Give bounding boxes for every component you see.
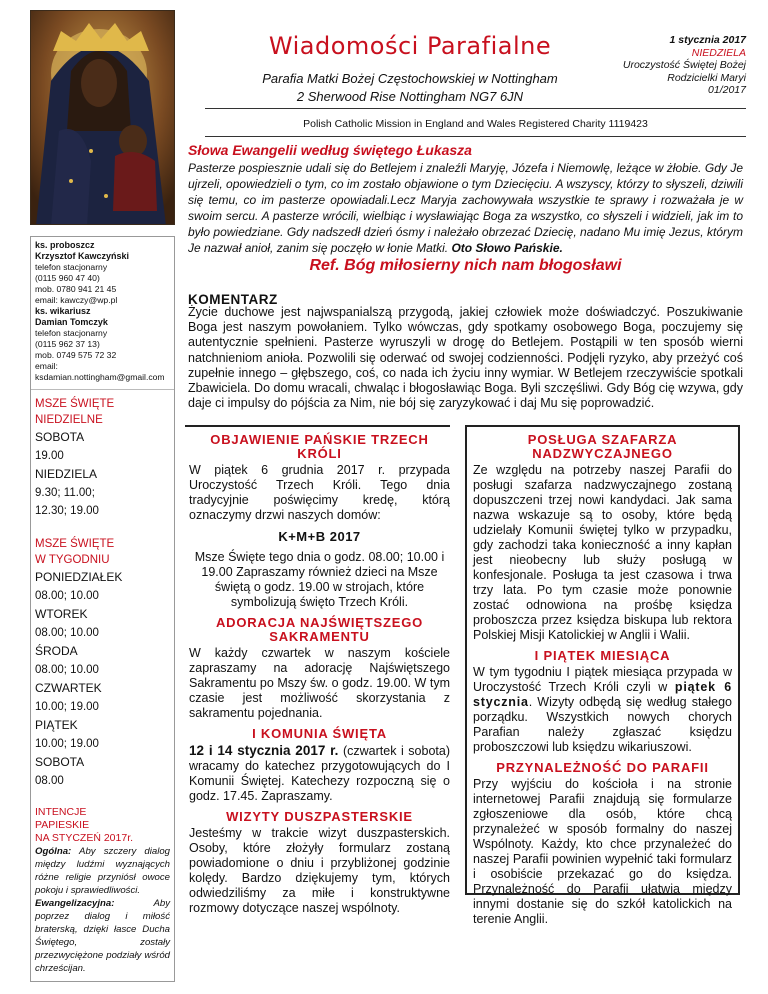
first-friday-date: piątek 6 stycznia <box>473 680 732 709</box>
first-friday-body-end: . Wizyty odbędą się według stałego porządku. Wszystkich nowych chorych Parafian należy zgłaszać księdzu proboszczowi lub księdzu wikariuszowi. <box>473 695 732 754</box>
epiphany-chalk-inscription: K+M+B 2017 <box>278 529 361 544</box>
parish-address: 2 Sherwood Rise Nottingham NG7 6JN <box>296 89 524 104</box>
pastor-name: Krzysztof Kawczyński <box>35 251 130 261</box>
issue-feast-line1: Uroczystość Świętej Bożej <box>622 59 746 71</box>
intention-general <box>35 845 170 897</box>
first-friday-body: W tym tygodniu I piątek miesiąca przypada w Uroczystość Trzech Króli czyli w <box>473 665 732 694</box>
intentions-heading: INTENCJE <box>35 806 87 818</box>
intention-evangelization <box>35 897 170 975</box>
vicar-contact-line: (0115 962 37 13) <box>35 339 100 349</box>
mass-day: SOBOTA <box>35 755 85 769</box>
vicar-role: ks. wikariusz <box>35 306 91 316</box>
pastor-contact-line: (0115 960 47 40) <box>35 273 100 283</box>
mass-day: PIĄTEK <box>35 718 78 732</box>
intention-general-text: Aby szczery dialog między ludźmi wyznających różne religie przyniósł owoce pokoju i sprawiedliwości. <box>35 846 170 896</box>
mass-time: 10.00; 19.00 <box>35 701 99 713</box>
clergy-pastor <box>35 240 170 383</box>
mass-time: 08.00; 10.00 <box>35 664 99 676</box>
pastor-email[interactable]: email: kawczy@wp.pl <box>35 295 118 305</box>
mass-time: 10.00; 19.00 <box>35 738 99 750</box>
communion-text <box>189 743 450 804</box>
psalm-refrain: Ref. Bóg miłosierny nich nam błogosławi <box>309 257 622 274</box>
mass-time: 08.00 <box>35 775 64 787</box>
madonna-icon <box>31 11 175 225</box>
sunday-masses-heading: MSZE ŚWIĘTE <box>35 398 115 410</box>
intention-evangelization-text: Aby poprzez dialog i miłość braterską, dzięki łasce Ducha Świętego, zostały przezwyciężone podziały wśród chrześcijan. <box>35 898 170 974</box>
ministers-text: Ze względu na potrzeby naszej Parafii do posługi szafarza nadzwyczajnego zostaną dopuszczeni trzej nowi kandydaci. Jak sama nazwa wskazuje są to osoby, które będą udzielały Komunii świętej tylko w przypadku, gdy zachodzi taka konieczność a inny kapłan jest nieobecny lub służy posługą w konfesjonale. Posługa ta jest czasowa i trwa trzy lata. Po tym czasie może ponownie zostać odnowiona na prośbę księdza proboszcza przez księdza biskupa lub rektora Polskiej Misji Katolickiej w Anglii i Walii. <box>473 463 732 642</box>
pastor-contact-line: mob. 0780 941 21 45 <box>35 284 117 294</box>
mass-time: 08.00; 10.00 <box>35 627 99 639</box>
parish-info <box>215 70 605 106</box>
mass-day: SOBOTA <box>35 430 85 444</box>
parish-name: Parafia Matki Bożej Częstochowskiej w Nottingham <box>262 71 558 86</box>
intentions-heading: NA STYCZEŃ 2017r. <box>35 832 134 844</box>
pastor-role: ks. proboszcz <box>35 240 95 250</box>
intention-evangelization-label: Ewangelizacyjna: <box>35 898 115 909</box>
commentary-title: KOMENTARZ <box>188 292 278 307</box>
issue-feast-line2: Rodzicielki Maryi <box>667 71 746 84</box>
divider <box>205 136 746 137</box>
divider <box>31 389 174 390</box>
madonna-icon-image <box>30 10 175 225</box>
ministers-title: POSŁUGA SZAFARZA NADZWYCZAJNEGO <box>527 432 678 461</box>
vicar-contact-line: telefon stacjonarny <box>35 328 108 338</box>
weekday-masses-heading: W TYGODNIU <box>35 554 110 566</box>
mass-day: PONIEDZIAŁEK <box>35 570 123 584</box>
issue-info <box>596 34 746 97</box>
mass-day: ŚRODA <box>35 644 78 658</box>
communion-title: I KOMUNIA ŚWIĘTA <box>252 726 387 741</box>
sidebar <box>30 236 175 982</box>
membership-text: Przy wyjściu do kościoła i na stronie internetowej Parafii znajdują się formularze zgłoszeniowe dla osób, które chcą przynależeć w sposób formalny do naszej Wspólnoty. Każdy, kto chce przynależeć do naszej Parafii powinien wypełnić taki formularz i osobiście przekazać go do księdza. Przynależność do Parafii ułatwia między innymi dostanie się do szkół katolickich na terenie Anglii. <box>473 777 732 926</box>
first-friday-text <box>473 665 732 755</box>
visits-title: WIZYTY DUSZPASTERSKIE <box>226 809 413 824</box>
mass-day: CZWARTEK <box>35 681 102 695</box>
issue-number: 01/2017 <box>708 84 746 96</box>
left-column <box>185 425 450 928</box>
epiphany-text2: Msze Święte tego dnia o godz. 08.00; 10.00 i 19.00 Zapraszamy również dzieci na Msze świętą o godz. 19.00 w strojach, które symbolizują święto Trzech Króli. <box>194 550 445 609</box>
vicar-email[interactable]: ksdamian.nottingham@gmail.com <box>35 372 165 382</box>
right-column <box>465 425 740 926</box>
gospel-closing: Oto Słowo Pańskie. <box>451 241 563 255</box>
mass-day: NIEDZIELA <box>35 467 98 481</box>
pastor-contact-line: telefon stacjonarny <box>35 262 108 272</box>
newsletter-title: Wiadomości Parafialne <box>268 32 552 60</box>
vicar-name: Damian Tomczyk <box>35 317 108 327</box>
mass-time: 9.30; 11.00; <box>35 487 95 499</box>
mass-time: 08.00; 10.00 <box>35 590 99 602</box>
epiphany-text: W piątek 6 grudnia 2017 r. przypada Uroczystość Trzech Króli. Tego dnia tradycyjnie poświęcimy kredę, którą oznaczymy drzwi naszych domów: <box>189 463 450 522</box>
mass-day: WTOREK <box>35 607 88 621</box>
vicar-contact-line: mob. 0749 575 72 32 <box>35 350 117 360</box>
communion-date: 12 i 14 stycznia 2017 r. <box>189 743 339 758</box>
issue-day: NIEDZIELA <box>691 46 746 59</box>
vicar-contact-line: email: <box>35 361 58 371</box>
divider <box>205 108 746 109</box>
commentary-text: Życie duchowe jest najwspanialszą przygodą, jakiej człowiek może doświadczyć. Poszukiwanie Boga jest naszym powołaniem. Tylko wówczas, gdy spotkamy osobowego Boga, poczujemy się autentycznie spełnieni. Pasterze wyruszyli w drogę do Betlejem. Postąpili w ten sposób wierni natchnieniom anioła. Pozwolili się oderwać od swojej codzienności. Podjęli ryzyko, aby przeżyć coś zupełnie innego – głębszego, coś, co nada ich życiu inny wymiar. W Betlejem rzeczywiście spotkali Zbawiciela. Do domu wracali, chwaląc i błogosławiąc Boga. Byli szczęśliwi. Gdy Bóg cię wzywa, gdy daje ci impulsy do pójścia za Nim, nie bój się zaryzykować i daj Mu się poprowadzić. <box>188 305 743 411</box>
gospel-text <box>188 160 743 256</box>
gospel-title: Słowa Ewangelii według świętego Łukasza <box>188 142 472 158</box>
adoration-text: W każdy czwartek w naszym kościele zapraszamy na adorację Najświętszego Sakramentu po Mszy św. o godz. 19.00. W tym czasie jest możliwość skorzystania z sakramentu pojednania. <box>189 646 450 720</box>
issue-date: 1 stycznia 2017 <box>669 34 746 46</box>
epiphany-title: OBJAWIENIE PAŃSKIE TRZECH KRÓLI <box>210 432 429 461</box>
mass-time: 12.30; 19.00 <box>35 505 99 517</box>
intentions-heading: PAPIESKIE <box>35 819 90 831</box>
gospel-body: Pasterze pospiesznie udali się do Betlejem i znaleźli Maryję, Józefa i Niemowlę, leżące w żłobie. Gdy Je ujrzeli, opowiedzieli o tym, co im zostało objawione o tym Dziecięciu. A wszyscy, którzy to słyszeli, dziwili się temu, co im pasterze opowiadali.Lecz Maryja zachowywała wszystkie te sprawy i rozważała je w swoim sercu. A pasterze wrócili, wielbiąc i wysławiając Boga za wszystko, co słyszeli i widzieli, jak im to było powiedziane. Gdy nadszedł dzień ósmy i należało obrzezać Dziecię, nadano Mu imię Jezus, którym Je nazwał anioł, zanim się poczęło w łonie Matki. <box>188 161 743 255</box>
communion-body: (czwartek i sobota) wracamy do katechez przygotowujących do I Komunii Świętej. Katechezy rozpoczną się o godz. 17.45. Zapraszamy. <box>189 744 450 803</box>
intention-general-label: Ogólna: <box>35 846 72 857</box>
visits-text: Jesteśmy w trakcie wizyt duszpasterskich. Osoby, które złożyły formularz zostaną powiadomione o dniu i przybliżonej godzinie kolędy. Bardzo dziękujemy tym, których odwiedziliśmy za miłe i konstruktywne rozmowy dotyczące naszej wspólnoty. <box>189 826 450 915</box>
charity-line: Polish Catholic Mission in England and Wales Registered Charity 1119423 <box>303 118 648 130</box>
weekday-masses-heading: MSZE ŚWIĘTE <box>35 538 115 550</box>
first-friday-title: I PIĄTEK MIESIĄCA <box>534 648 671 663</box>
adoration-title: ADORACJA NAJŚWIĘTSZEGO SAKRAMENTU <box>215 615 424 644</box>
membership-title: PRZYNALEŻNOŚĆ DO PARAFII <box>496 760 709 775</box>
sunday-masses-heading: NIEDZIELNE <box>35 414 103 426</box>
mass-time: 19.00 <box>35 450 64 462</box>
